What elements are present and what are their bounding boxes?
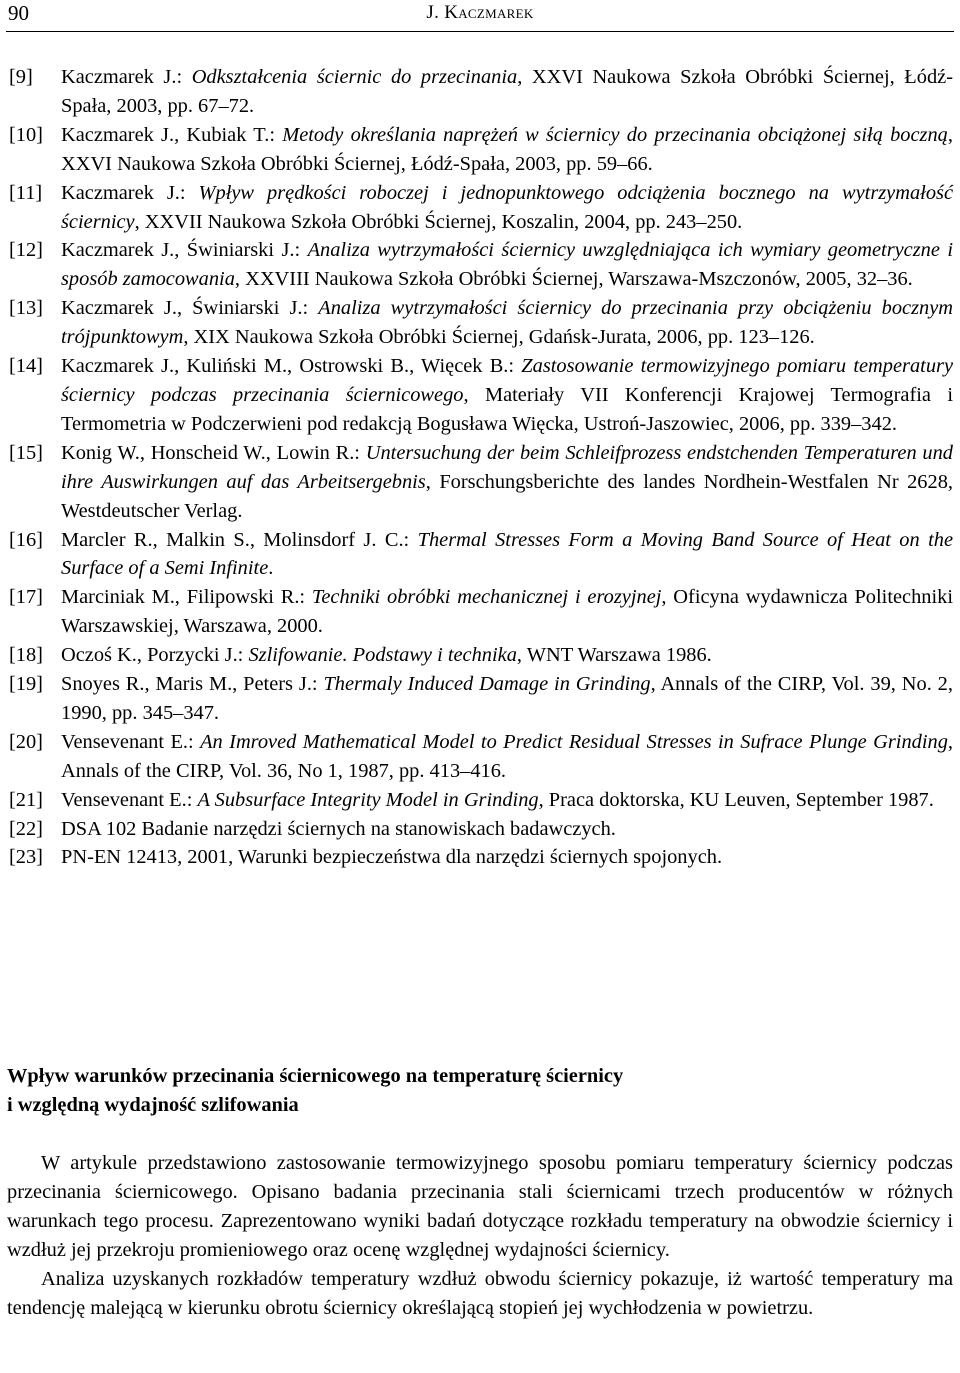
reference-number: [20] <box>9 730 43 753</box>
reference-number: [22] <box>9 817 43 840</box>
reference-number: [17] <box>9 586 43 609</box>
reference-number: [15] <box>9 441 43 464</box>
reference-segment: , Annals of the CIRP, Vol. 36, No 1, 1987, pp. 413–416. <box>61 730 953 782</box>
page-number: 90 <box>8 1 29 25</box>
reference-item <box>9 641 953 670</box>
reference-text <box>61 63 953 121</box>
reference-segment: , XXVII Naukowa Szkoła Obróbki Ściernej, Koszalin, 2004, pp. 243–250. <box>134 210 743 233</box>
reference-number: [23] <box>9 846 43 869</box>
reference-text <box>61 583 953 641</box>
reference-item <box>9 63 953 121</box>
reference-item <box>9 294 953 352</box>
reference-title: Techniki obróbki mechanicznej i erozyjnej <box>311 586 662 609</box>
reference-segment: Kaczmarek J., Świniarski J.: <box>61 239 308 262</box>
reference-segment: , XXVIII Naukowa Szkoła Obróbki Ściernej, Warszawa-Mszczonów, 2005, 32–36. <box>234 268 913 291</box>
reference-text <box>61 236 953 294</box>
reference-text <box>61 294 953 352</box>
reference-segment: , Materiały VII Konferencji Krajowej Termografia i Termometria w Podczerwieni pod redakcją Bogusława Więcka, Ustroń-Jaszowiec, 2006, pp. 339–342. <box>61 383 954 435</box>
reference-title: Zastosowanie termowizyjnego pomiaru temperatury ściernicy podczas przecinania ściernicowego <box>61 355 953 406</box>
reference-item <box>9 815 953 844</box>
reference-number: [19] <box>9 673 43 696</box>
reference-number: [13] <box>9 297 43 320</box>
reference-text <box>61 786 953 815</box>
reference-title: Wpływ prędkości roboczej i jednopunktowego odciążenia bocznego na wytrzymałość ściernicy <box>61 181 954 233</box>
reference-item <box>9 843 953 872</box>
reference-title: Untersuchung der beim Schleifprozess endstchenden Temperaturen und ihre Auswirkungen auf das Arbeitsergebnis <box>61 441 953 493</box>
reference-number: [16] <box>9 528 43 551</box>
reference-item <box>9 670 953 728</box>
header-rule <box>6 31 954 32</box>
reference-item <box>9 352 953 439</box>
reference-number: [18] <box>9 644 43 667</box>
reference-segment: Kaczmarek J., Świniarski J.: <box>61 297 319 320</box>
reference-item <box>9 583 953 641</box>
reference-title: Thermal Stresses Form a Moving Band Source of Heat on the Surface of a Semi Infinite <box>61 528 953 580</box>
reference-segment: Marcler R., Malkin S., Molinsdorf J. C.: <box>61 528 418 551</box>
reference-text <box>61 815 953 844</box>
reference-title: Metody określania naprężeń w ściernicy do przecinania obciążonej siłą boczną <box>282 123 948 146</box>
reference-segment: Konig W., Honscheid W., Lowin R.: <box>61 441 366 464</box>
reference-segment: Snoyes R., Maris M., Peters J.: <box>61 673 324 696</box>
reference-text <box>61 843 953 872</box>
reference-segment: Vensevenant E.: <box>61 788 198 811</box>
reference-item <box>9 786 953 815</box>
reference-number: [10] <box>9 123 43 146</box>
reference-item <box>9 728 953 786</box>
reference-item <box>9 439 953 526</box>
reference-item <box>9 236 953 294</box>
reference-segment: PN-EN 12413, 2001, Warunki bezpieczeństwa dla narzędzi ściernych spojonych. <box>61 846 723 869</box>
reference-item <box>9 121 953 179</box>
reference-title: Odkształcenia ściernic do przecinania <box>191 66 518 88</box>
abstract-paragraph: Analiza uzyskanych rozkładów temperatury wzdłuż obwodu ściernicy pokazuje, iż wartość temperatury ma tendencję malejącą w kierunku obrotu ściernicy określającą stopień jej wychłodzenia w powietrzu. <box>7 1268 953 1319</box>
reference-segment: , WNT Warszawa 1986. <box>516 644 712 667</box>
reference-text <box>61 439 953 526</box>
reference-text <box>61 728 953 786</box>
reference-segment: . <box>268 557 274 580</box>
reference-segment: Kaczmarek J.: <box>61 66 192 88</box>
abstract-section <box>7 1062 953 1323</box>
reference-segment: DSA 102 Badanie narzędzi ściernych na stanowiskach badawczych. <box>61 817 616 840</box>
reference-text <box>61 526 953 584</box>
reference-text <box>61 352 953 439</box>
reference-segment: , Oficyna wydawnicza Politechniki Warszawskiej, Warszawa, 2000. <box>61 586 953 638</box>
reference-title: A Subsurface Integrity Model in Grinding <box>197 788 539 811</box>
reference-segment: , Annals of the CIRP, Vol. 39, No. 2, 1990, pp. 345–347. <box>61 673 953 724</box>
abstract-title-line: i względną wydajność szlifowania <box>7 1094 299 1116</box>
running-head: J. Kaczmarek <box>426 2 534 23</box>
reference-title: An Imroved Mathematical Model to Predict Residual Stresses in Sufrace Plunge Grinding <box>200 730 948 753</box>
reference-number: [11] <box>9 181 43 204</box>
reference-segment: Kaczmarek J.: <box>61 181 199 204</box>
reference-segment: , Praca doktorska, KU Leuven, September 1987. <box>538 788 934 811</box>
reference-segment: Kaczmarek J., Kuliński M., Ostrowski B., Więcek B.: <box>61 355 522 378</box>
reference-text <box>61 179 953 237</box>
reference-title: Szlifowanie. Podstawy i technika <box>248 644 517 667</box>
reference-text <box>61 641 953 670</box>
reference-segment: , XXVI Naukowa Szkoła Obróbki Ściernej, Łódź-Spała, 2003, pp. 67–72. <box>61 66 953 117</box>
reference-number: [21] <box>9 788 43 811</box>
reference-segment: , XXVI Naukowa Szkoła Obróbki Ściernej, Łódź-Spała, 2003, pp. 59–66. <box>61 123 953 175</box>
reference-text <box>61 121 953 179</box>
reference-text <box>61 670 953 728</box>
reference-item <box>9 526 953 584</box>
abstract-title <box>7 1062 953 1120</box>
reference-item <box>9 179 953 237</box>
reference-number: [12] <box>9 239 43 262</box>
reference-title: Thermaly Induced Damage in Grinding <box>323 673 651 696</box>
reference-title: Analiza wytrzymałości ściernicy do przecinania przy obciążeniu bocznym trójpunktowym <box>61 297 953 349</box>
reference-number: [14] <box>9 355 43 378</box>
reference-segment: Oczoś K., Porzycki J.: <box>61 644 249 667</box>
reference-segment: Vensevenant E.: <box>61 730 201 753</box>
reference-segment: Marciniak M., Filipowski R.: <box>61 586 312 609</box>
reference-number: [9] <box>9 66 33 88</box>
abstract-title-line: Wpływ warunków przecinania ściernicowego na temperaturę ściernicy <box>7 1065 624 1087</box>
page-header <box>6 0 954 26</box>
reference-list <box>9 63 953 872</box>
reference-segment: , Forschungsberichte des landes Nordhein-Westfalen Nr 2628, Westdeutscher Verlag. <box>61 470 953 522</box>
reference-title: Analiza wytrzymałości ściernicy uwzględniająca ich wymiary geometryczne i sposób zamocowania <box>61 239 953 291</box>
abstract-paragraph: W artykule przedstawiono zastosowanie termowizyjnego sposobu pomiaru temperatury ściernicy podczas przecinania ściernicowego. Opisano badania przecinania stali ściernicami trzech producentów w różnych warunkach tego procesu. Zaprezentowano wyniki badań dotyczące rozkładu temperatury na obwodzie ściernicy i wzdłuż jej przekroju promieniowego oraz ocenę względnej wydajności ściernicy. <box>7 1152 953 1261</box>
reference-segment: , XIX Naukowa Szkoła Obróbki Ściernej, Gdańsk-Jurata, 2006, pp. 123–126. <box>183 326 815 349</box>
reference-segment: Kaczmarek J., Kubiak T.: <box>61 123 283 146</box>
